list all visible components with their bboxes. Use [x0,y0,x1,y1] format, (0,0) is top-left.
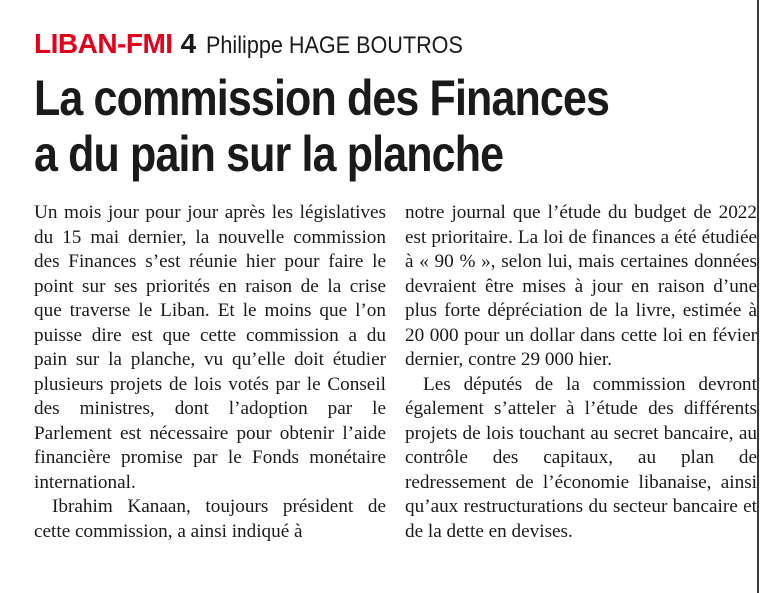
headline-line-2: a du pain sur la planche [34,126,504,182]
body-column-left [34,201,386,544]
paragraph-budget: notre journal que l’étude du budget de 2022 est prioritaire. La loi de finances a été étudiée à « 90 % », selon lui, mais certaines données devraient être mises à jour en raison d’une plus forte dépréciation de la livre, estimée à 20 000 pour un dollar dans cette loi en févier dernier, contre 29 000 hier. [405,202,757,370]
column-divider-rule [757,0,759,593]
page-number: 4 [180,28,197,59]
paragraph-deputies: Les députés de la commission devront également s’atteler à l’étude des différents projets de lois touchant au secret bancaire, au contrôle des capitaux, au plan de redressement de l’économie libanaise, ainsi qu’aux restructurations du secteur bancaire et de la dette en devises. [405,373,757,542]
article-headline [34,70,734,182]
paragraph-intro: Un mois jour pour jour après les législatives du 15 mai dernier, la nouvelle commission des Finances s’est réunie hier pour faire le point sur ses priorités en raison de la crise que traverse le Liban. Et le moins que l’on puisse dire est que cette commission a du pain sur la planche, vu qu’elle doit étudier plusieurs projets de lois votés par le Conseil des ministres, dont l’adoption par le Parlement est nécessaire pour obtenir l’aide financière promise par le Fonds monétaire international. [34,202,386,493]
paragraph-kanaan: Ibrahim Kanaan, toujours président de cette commission, a ainsi indiqué à [34,496,386,542]
headline-line-1: La commission des Finances [34,70,610,126]
author-byline: Philippe HAGE BOUTROS [206,32,464,59]
body-column-right [405,201,757,544]
rubric-label: LIBAN-FMI [34,28,173,59]
article-kicker [34,28,492,64]
